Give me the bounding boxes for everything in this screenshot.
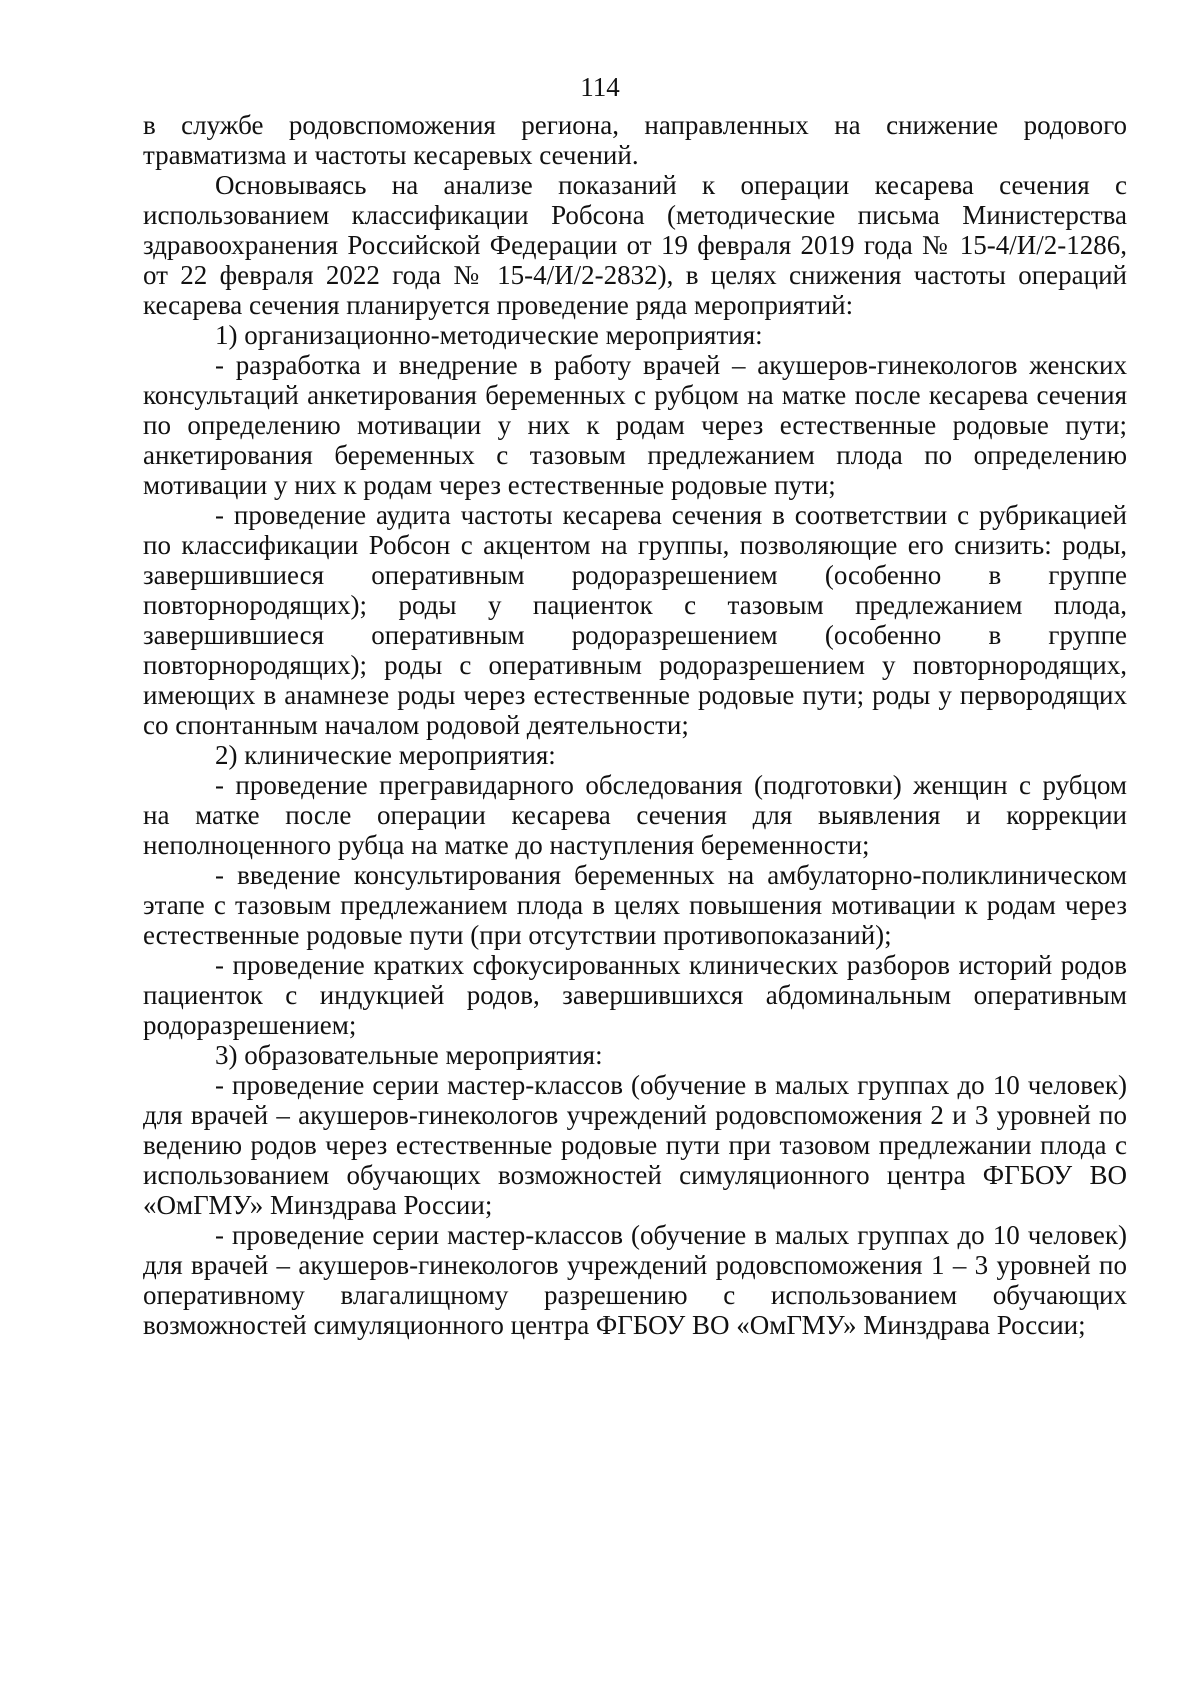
list-item: - проведение серии мастер-классов (обучение в малых группах до 10 человек) для врачей – акушеров-гинекологов учреждений родовспоможения 2 и 3 уровней по ведению родов через естественные родовые пути при тазовом предлежании плода с использованием обучающих возможностей симуляционного центра ФГБОУ ВО «ОмГМУ» Минздрава России; bbox=[143, 1070, 1127, 1220]
document-body bbox=[143, 110, 1127, 1340]
list-item: - проведение прегравидарного обследования (подготовки) женщин с рубцом на матке после операции кесарева сечения для выявления и коррекции неполноценного рубца на матке до наступления беременности; bbox=[143, 770, 1127, 860]
list-heading: 1) организационно-методические мероприятия: bbox=[215, 320, 763, 350]
paragraph: в службе родовспоможения региона, направленных на снижение родового травматизма и частоты кесаревых сечений. bbox=[143, 110, 1127, 170]
list-heading: 3) образовательные мероприятия: bbox=[215, 1040, 603, 1070]
list-item: - проведение аудита частоты кесарева сечения в соответствии с рубрикацией по классификации Робсон с акцентом на группы, позволяющие его снизить: роды, завершившиеся оперативным родоразрешением (особенно в группе повторнородящих); роды у пациенток с тазовым предлежанием плода, завершившиеся оперативным родоразрешением (особенно в группе повторнородящих); роды с оперативным родоразрешением у повторнородящих, имеющих в анамнезе роды через естественные родовые пути; роды у первородящих со спонтанным началом родовой деятельности; bbox=[143, 500, 1127, 740]
list-item: - введение консультирования беременных на амбулаторно-поликлиническом этапе с тазовым предлежанием плода в целях повышения мотивации к родам через естественные родовые пути (при отсутствии противопоказаний); bbox=[143, 860, 1127, 950]
page-number: 114 bbox=[580, 72, 620, 102]
paragraph: Основываясь на анализе показаний к операции кесарева сечения с использованием классификации Робсона (методические письма Министерства здравоохранения Российской Федерации от 19 февраля 2019 года № 15-4/И/2-1286, от 22 февраля 2022 года № 15-4/И/2-2832), в целях снижения частоты операций кесарева сечения планируется проведение ряда мероприятий: bbox=[143, 170, 1127, 320]
list-item: - проведение серии мастер-классов (обучение в малых группах до 10 человек) для врачей – акушеров-гинекологов учреждений родовспоможения 1 – 3 уровней по оперативному влагалищному разрешению с использованием обучающих возможностей симуляционного центра ФГБОУ ВО «ОмГМУ» Минздрава России; bbox=[143, 1220, 1127, 1340]
list-item: - разработка и внедрение в работу врачей – акушеров-гинекологов женских консультаций анкетирования беременных с рубцом на матке после кесарева сечения по определению мотивации у них к родам через естественные родовые пути; анкетирования беременных с тазовым предлежанием плода по определению мотивации у них к родам через естественные родовые пути; bbox=[143, 350, 1127, 500]
list-heading: 2) клинические мероприятия: bbox=[215, 740, 556, 770]
list-item: - проведение кратких сфокусированных клинических разборов историй родов пациенток с индукцией родов, завершившихся абдоминальным оперативным родоразрешением; bbox=[143, 950, 1127, 1040]
